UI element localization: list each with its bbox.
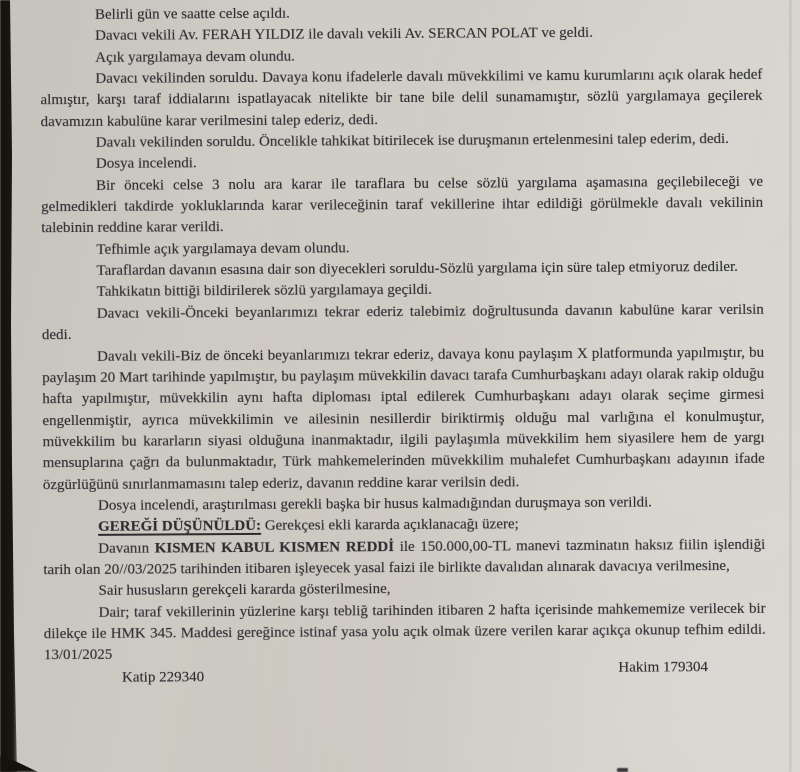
paragraph-final-words: Taraflardan davanın esasına dair son diyecekleri soruldu-Sözlü yargılama için süre talep etmiyoruz dediler. <box>96 259 738 279</box>
clerk-signature: Katip 229340 <box>121 668 205 686</box>
paragraph-defendant-final: Davalı vekili-Biz de önceki beyanlarımızı tekrar ederiz, davaya konu paylaşım X platformunda yapılmıştır, bu paylaşım 20 Mart tarihinde yapılmıştır, bu paylaşım müvekkilin davacı tarafa Cumhurbaşkanı adayı olarak rakip olduğu hafta yapılmıştır, müvekkilin aynı hafta diploması iptal edilerek Cumhurbaşkanı adayı olarak seçime girmesi engellenmiştir, ayrıca müvekkilimin ve ailesinin nesillerdir biriktirmiş olduğu mal varlığına el konulmuştur, müvekkilim bu kararların siyasi olduğuna inanmaktadır, ilgili paylaşımla müvekkilim hem siyasilere hem de yargı mensuplarına çağrı da bulunmaktadır, Türk mahkemelerinden müvekkilim muhalefet Cumhurbaşkanı adayının ifade özgürlüğünü sınırlanmamasını talep ederiz, davanın reddine karar verilsin dedi. <box>42 344 765 493</box>
cutoff-mark-below-judge <box>617 768 628 772</box>
judge-signature: Hakim 179304 <box>618 658 709 676</box>
paper-crease-right <box>789 0 792 772</box>
paragraph-sair: Sair hususların gerekçeli kararda gösterilmesine, <box>98 581 391 600</box>
paragraph-open-trial: Açık yargılamaya devam olundu. <box>95 48 295 66</box>
paragraph-defendant-request: Davalı vekilinden soruldu. Öncelikle tahkikat bitirilecek ise duruşmanın ertelenmesini talep ederim, dedi. <box>95 131 729 151</box>
paragraph-interim-decision: Bir önceki celse 3 nolu ara karar ile taraflara bu celse sözlü yargılama aşamasına geçilebileceği ve gelmedikleri takdirde yokluklarında karar verileceğinin taraf vekillerine ihtar edildiği görülmekle davalı vekilinin talebinin reddine karar verildi. <box>41 173 764 237</box>
paragraph-hearing-closed: Dosya incelendi, araştırılması gerekli başka bir husus kalmadığından duruşmaya son verildi. <box>97 494 653 514</box>
paragraph-tefhim: Tefhimle açık yargılamaya devam olundu. <box>96 240 350 258</box>
geregi-rest: Gerekçesi ekli kararda açıklanacağı üzere; <box>260 516 519 535</box>
paragraph-oral-stage: Tahkikatın bittiği bildirilerek sözlü yargılamaya geçildi. <box>96 282 432 301</box>
judgment-decision: KISMEN KABUL KISMEN REDDİ <box>154 538 395 557</box>
paragraph-session-opened: Belirli gün ve saatte celse açıldı. <box>94 5 290 23</box>
geregi-heading: GEREĞİ DÜŞÜNÜLDÜ: <box>98 518 262 536</box>
paragraph-plaintiff-statement: Davacı vekilinden soruldu. Davaya konu ifadelerle davalı müvekkilimi ve kamu kurumlarını açık olarak hedef almıştır, karşı taraf iddialarını ispatlayacak nitelikte bir tane bile delil sunamamıştır, sözlü yargılamaya geçilerek davamızın kabulüne karar verilmesini talep ederiz, dedi. <box>40 66 763 130</box>
paragraph-file-reviewed: Dosya incelendi. <box>95 155 197 173</box>
paragraph-plaintiff-final: Davacı vekili-Önceki beyanlarımızı tekrar ederiz talebimiz doğrultusunda davanın kabulüne karar verilsin dedi. <box>41 301 764 344</box>
judgment-pre: Davanın <box>98 540 155 557</box>
photo-edge-bottom-left <box>0 756 60 772</box>
photo-edge-left <box>0 0 22 772</box>
paragraph-dair: Dair; taraf vekillerinin yüzlerine karşı tebliğ tarihinden itibaren 2 hafta içerisinde mahkememize verilecek bir dilekçe ile HMK 345. Maddesi gereğince istinaf yasa yolu açık olmak üzere verilen karar açıkça okunup tefhim edildi. 13/01/2025 <box>43 600 766 664</box>
signature-row <box>44 658 766 689</box>
paragraph-judgment <box>43 534 765 581</box>
court-minutes-text <box>40 1 766 689</box>
judgment-post: ile 150.000,00-TL manevi tazminatın haksız fiilin işlendiği tarih olan 20//03/2025 tarihinden itibaren işleyecek yasal faizi ile birlikte davalıdan alınarak davacıya verilmesine, <box>43 536 766 579</box>
paragraph-attendance: Davacı vekili Av. FERAH YILDIZ ile davalı vekili Av. SERCAN POLAT ve geldi. <box>95 25 594 45</box>
